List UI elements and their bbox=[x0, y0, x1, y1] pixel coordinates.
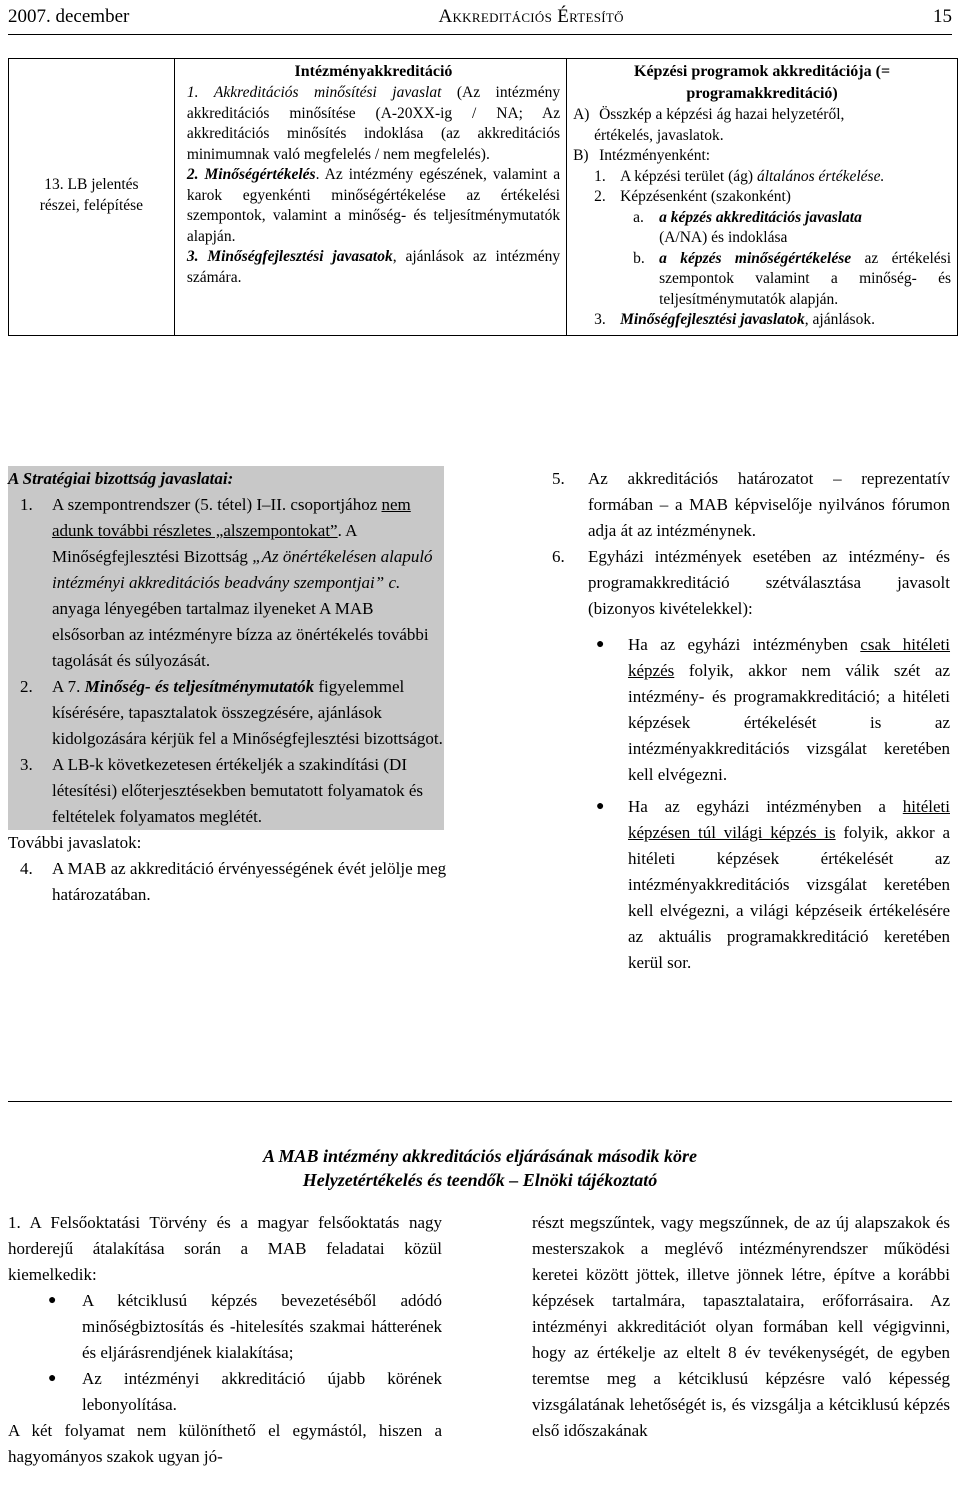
strategic-committee-proposals bbox=[8, 466, 474, 908]
item-number: 1. bbox=[8, 1213, 21, 1232]
item-text: figyelemmel kísérésére, tapasztalatok összegzésére, ajánlások kidolgozására kérjük fel a Minőségfejlesztési bizottságot. bbox=[52, 677, 443, 748]
item-text: Az intézményi akkreditáció újabb körének lebonyolítása. bbox=[82, 1369, 442, 1414]
row-label-line2: részei, felépítése bbox=[39, 196, 144, 214]
item-text: az értékelési szempontok valamint a minőség- és teljesítménymutatók alapján. bbox=[659, 249, 952, 308]
item-text: , ajánlások az intézmény számára. bbox=[186, 248, 561, 286]
program-accreditation-cell bbox=[567, 59, 958, 336]
program-item-b bbox=[573, 146, 951, 167]
paragraph: részt megszűntek, vagy megszűnnek, de az új alapszakok és mesterszakok a meglévő intézményrendszer működési keretei között jöttek, illetve jönnek létre, építve a korábbi képzések tartalmára, tapasztalataira, erőforrásaira. Az intézményi akkreditációt olyan formában kell végigvinni, hogy az értékelje az eltelt 8 év tevékenységét, de egyben teremtse meg a kétciklusú képzésre való képesség vizsgálatának lehetőségét is, és vizsgálja a kétciklusú képzés első időszakának bbox=[532, 1213, 950, 1440]
item-text: folyik, akkor a hitéleti képzések értékelését az intézményakkreditációs vizsgálat keretében kell elvégezni, a világi képzéseik értékelésére az aktuális programakkreditáció keretében kerül sor. bbox=[628, 823, 951, 972]
item-underlined-text: hitéleti képzésen túl világi képzés is bbox=[628, 797, 950, 842]
item-number: 1. bbox=[186, 84, 199, 101]
item-key: b. bbox=[633, 249, 645, 267]
item-underlined-text: csak hitéleti képzés bbox=[628, 635, 951, 680]
item-text: Intézményenként: bbox=[599, 147, 711, 164]
item-text: Az akkreditációs határozatot – reprezentatív formában – a MAB képviselője nyilvános fórumon adja át az intézménynek. bbox=[588, 469, 950, 540]
strategic-proposals-box bbox=[8, 466, 444, 830]
further-proposals-heading: További javaslatok: bbox=[8, 833, 142, 852]
item-bold-term: a képzés minőségértékelése bbox=[659, 249, 852, 267]
item-text: anyaga lényegében tartalmaz ilyeneket A MAB elsősorban az intézményre bízza az önértékelés további tagolását és súlyozását. bbox=[52, 599, 429, 670]
item-text: . A Minőségfejlesztési Bizottság bbox=[52, 521, 357, 566]
item-bold-term: Minőségértékelés bbox=[204, 166, 316, 183]
program-item-b2b bbox=[573, 249, 951, 311]
header-rule bbox=[8, 34, 952, 35]
item-text: Ha az egyházi intézményben bbox=[628, 635, 861, 654]
item-key: a. bbox=[633, 208, 644, 226]
item-text: A MAB az akkreditáció érvényességének évét jelölje meg határozatában. bbox=[52, 859, 447, 904]
report-structure-table bbox=[8, 58, 958, 336]
item-text: (A/NA) és indoklása bbox=[659, 229, 788, 246]
institution-item-1 bbox=[187, 83, 560, 165]
item-text: . Az intézmény egészének, valamint a karok egyenkénti minőségértékelése az értékelési szempontok, valamint a minőség- és teljesítménymutatók alapján. bbox=[186, 166, 561, 245]
bullet-item bbox=[30, 1288, 442, 1366]
row-label-line1: 13. LB jelentés bbox=[44, 176, 139, 194]
item-text: folyik, akkor nem válik szét az intézmény- és programakkreditáció; a hitéleti képzések értékelését is az intézményakkreditációs vizsgálat keretében kell elvégezni. bbox=[628, 661, 950, 784]
item-bold-term: a képzés akkreditációs javaslata bbox=[659, 208, 862, 226]
proposal-item-5 bbox=[530, 466, 950, 544]
item-text: Ha az egyházi intézményben a bbox=[628, 797, 903, 816]
item-number: 1. bbox=[20, 495, 33, 514]
bullet-icon: ● bbox=[596, 799, 605, 814]
item-number: 5. bbox=[552, 469, 565, 488]
strategic-heading: A Stratégiai bizottság javaslatai: bbox=[8, 469, 234, 488]
bullet-item bbox=[30, 1366, 442, 1418]
item-text: Egyházi intézmények esetében az intézmény- és programakkreditáció szétválasztása javasolt (bizonyos kivételekkel): bbox=[588, 547, 950, 618]
item-text: A kétciklusú képzés bevezetéséből adódó minőségbiztosítás és -hitelesítés szakmai hátterének és eljárásrendjének kialakítása; bbox=[82, 1291, 442, 1362]
item-key: A) bbox=[573, 106, 590, 123]
section-title-line1: A MAB intézmény akkreditációs eljárásának második köre bbox=[262, 1146, 698, 1166]
proposal-item-1 bbox=[8, 492, 444, 674]
item-bold-term: Minőségfejlesztési javaslatok bbox=[620, 311, 805, 328]
header-date: 2007. december bbox=[8, 6, 130, 27]
table-row bbox=[9, 59, 958, 336]
program-item-3 bbox=[573, 310, 951, 331]
item-number: 3. bbox=[20, 755, 33, 774]
program-item-a-cont: értékelés, javaslatok. bbox=[594, 126, 724, 144]
item-text: A képzési terület (ág) bbox=[620, 167, 754, 185]
item-number: 4. bbox=[20, 859, 33, 878]
proposal-item-3 bbox=[8, 752, 444, 830]
item-text: A Felsőoktatási Törvény és a magyar felsőoktatás nagy horderejű átalakítása során a MAB feladatai közül kiemelkedik: bbox=[8, 1213, 443, 1284]
bullet-icon: ● bbox=[48, 1371, 57, 1386]
program-accreditation-title-2: programakkreditáció) bbox=[686, 85, 838, 102]
right-proposals-column bbox=[530, 466, 950, 976]
item-number: 6. bbox=[552, 547, 565, 566]
bottom-left-column bbox=[8, 1210, 443, 1470]
proposal-item-6 bbox=[530, 544, 950, 622]
item-text: Képzésenként (szakonként) bbox=[620, 188, 791, 205]
item-italic-title: „Az önértékelésen alapuló intézményi akkreditációs beadvány szempontjai” c. bbox=[52, 547, 433, 592]
institution-item-2 bbox=[187, 165, 560, 247]
item-number: 3. bbox=[594, 311, 606, 328]
institution-accreditation-cell bbox=[174, 59, 566, 336]
bullet-item-1 bbox=[530, 632, 950, 788]
item-key: B) bbox=[573, 147, 589, 164]
page-header bbox=[8, 2, 952, 32]
item-number: 2. bbox=[594, 188, 606, 205]
bullet-icon: ● bbox=[596, 637, 605, 652]
item-number: 2. bbox=[20, 677, 33, 696]
item-bold-term: Minőségfejlesztési javasatok bbox=[207, 248, 393, 265]
paragraph: A két folyamat nem különíthető el egymástól, hiszen a hagyományos szakok ugyan jó- bbox=[8, 1421, 442, 1466]
section-title bbox=[0, 1144, 960, 1192]
item-italic-term: általános értékelése. bbox=[756, 167, 885, 185]
item-number: 3. bbox=[186, 248, 199, 265]
program-accreditation-title-1: Képzési programok akkreditációja (= bbox=[634, 63, 891, 80]
bullet-icon: ● bbox=[48, 1293, 57, 1308]
item-number: 1. bbox=[594, 167, 606, 185]
item-text: , ajánlások. bbox=[804, 311, 875, 328]
item-text: Összkép a képzési ág hazai helyzetéről, bbox=[599, 106, 845, 123]
program-item-b1 bbox=[573, 167, 951, 188]
item-text: A LB-k következetesen értékeljék a szakindítási (DI létesítési) előterjesztésekben bemutatott folyamatok és feltételek folyamatos meglétét. bbox=[52, 755, 424, 826]
proposal-item-4 bbox=[8, 856, 474, 908]
item-text: (Az intézmény akkreditációs minősítése (A-20XX-ig / NA; Az akkreditációs minősítés indoklása (az akkreditációs minimumnak való megfelelés / nem megfelelés). bbox=[186, 84, 561, 163]
item-number: 2. bbox=[186, 166, 199, 183]
program-item-a bbox=[573, 105, 951, 126]
bullet-item-2 bbox=[530, 794, 950, 976]
item-underlined-text: nem adunk további részletes „alszempontokat” bbox=[52, 495, 411, 540]
item-italic-term: Akkreditációs minősítési javaslat bbox=[213, 84, 442, 101]
item-bold-term: Minőség- és teljesítménymutatók bbox=[84, 677, 315, 696]
bottom-right-column bbox=[532, 1210, 950, 1444]
program-item-b2 bbox=[573, 187, 951, 208]
item-text: A 7. bbox=[52, 677, 85, 696]
proposal-item-2 bbox=[8, 674, 444, 752]
header-page-number: 15 bbox=[932, 6, 952, 27]
header-journal-title: Akkreditációs Értesítő bbox=[438, 6, 624, 27]
section-divider bbox=[8, 1101, 952, 1102]
program-item-b2a bbox=[573, 208, 951, 249]
item-text: A szempontrendszer (5. tétel) I–II. csoportjához bbox=[52, 495, 382, 514]
section-title-line2: Helyzetértékelés és teendők – Elnöki tájékoztató bbox=[302, 1170, 658, 1190]
intro-paragraph bbox=[8, 1210, 442, 1288]
institution-accreditation-title: Intézményakkreditáció bbox=[294, 63, 453, 80]
institution-item-3 bbox=[187, 247, 560, 288]
row-label-cell bbox=[9, 59, 175, 336]
